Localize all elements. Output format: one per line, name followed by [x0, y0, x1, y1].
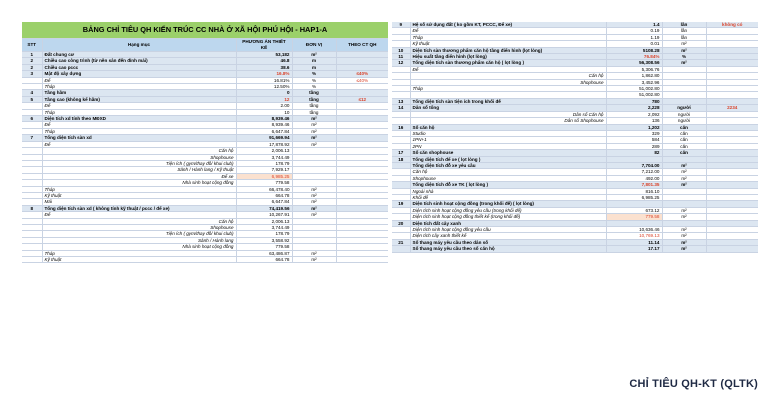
row-stt: 14: [392, 105, 410, 111]
row-value: 2,228: [606, 105, 662, 111]
row-label: Diện tích xd tính theo MĐXD: [42, 116, 236, 122]
row-label: Nhà sinh hoạt cộng đồng: [42, 244, 236, 250]
row-unit: m²: [662, 162, 706, 168]
row-label: Diện tích sàn thương phẩm căn hộ tầng điển hình (lọt lòng): [410, 47, 606, 53]
row-label: Diện tích cây xanh thiết kế: [410, 233, 606, 239]
row-unit: m²: [292, 199, 336, 205]
row-unit: tầng: [292, 96, 336, 102]
row-value: 10: [236, 109, 292, 115]
header-design: PHƯƠNG ÁN THIẾT KẾ: [236, 39, 292, 52]
row-unit: lần: [662, 34, 706, 40]
row-unit: m²: [292, 192, 336, 198]
row-label: Dân số tổng: [410, 105, 606, 111]
row-unit: căn: [662, 130, 706, 136]
row-label: Hệ số sử dụng đất ( ko gồm KT, PCCC, Để xe): [410, 22, 606, 28]
row-stt: 9: [392, 22, 410, 28]
row-unit: m²: [292, 122, 336, 128]
row-unit: m²: [292, 212, 336, 218]
row-stt: 2: [22, 64, 42, 70]
row-value: 6,985.25: [236, 173, 292, 179]
row-stt: 6: [22, 116, 42, 122]
row-label: Số căn hộ: [410, 124, 606, 130]
row-label: Tiện ích ( gym/thay đồ/ khui club): [42, 160, 236, 166]
row-value: 10,769.13: [606, 233, 662, 239]
row-value: 11.14: [606, 239, 662, 245]
row-unit: m²: [292, 141, 336, 147]
row-unit: m²: [662, 169, 706, 175]
row-label: Tổng diện tích sàn tiện ích trong khối đế: [410, 98, 606, 104]
right-indicator-table: [392, 22, 758, 253]
row-value: 6,985.25: [606, 194, 662, 200]
left-indicator-table: [22, 22, 388, 263]
row-value: 816.10: [606, 188, 662, 194]
row-stt: 19: [392, 201, 410, 207]
row-label: Tầng cao (không kể hầm): [42, 96, 236, 102]
row-unit: m²: [662, 182, 706, 188]
row-stt: [392, 246, 410, 252]
row-value: 46.8: [236, 58, 292, 64]
row-stt: 4: [22, 90, 42, 96]
row-label: Đế: [42, 103, 236, 109]
row-label: Căn hộ: [410, 169, 606, 175]
title-row: [22, 22, 388, 39]
row-unit: tầng: [292, 103, 336, 109]
row-unit: m²: [292, 128, 336, 134]
row-regulation: 2234: [706, 105, 758, 111]
row-value: 584: [606, 137, 662, 143]
row-label: Đất chung cư: [42, 52, 236, 58]
header-stt: STT: [22, 39, 42, 52]
row-value: 5108.28: [606, 47, 662, 53]
row-value: 51,002.80: [606, 92, 662, 98]
row-label: Đế: [42, 212, 236, 218]
row-regulation: [336, 257, 388, 263]
row-unit: m²: [662, 214, 706, 220]
row-value: 8,939.46: [236, 122, 292, 128]
row-unit: căn: [662, 150, 706, 156]
row-value: 12: [236, 96, 292, 102]
row-value: 76.84%: [606, 54, 662, 60]
row-label: Diện tích sinh hoạt cộng đồng yêu cầu: [410, 227, 606, 233]
row-value: 16.8%: [236, 71, 292, 77]
row-stt: [22, 257, 42, 263]
row-value: 3,744.49: [236, 224, 292, 230]
row-unit: tầng: [292, 90, 336, 96]
row-label: Căn hộ: [42, 148, 236, 154]
row-unit: m²: [292, 205, 336, 211]
row-unit: căn: [662, 137, 706, 143]
row-value: 492.00: [606, 175, 662, 181]
row-label: Đế: [42, 122, 236, 128]
header-item: Hạng mục: [42, 39, 236, 52]
row-label: Số thang máy yêu cầu theo số căn hộ: [410, 246, 606, 252]
row-label: Đế: [410, 28, 606, 34]
row-unit: người: [662, 111, 706, 117]
row-label: Mật độ xây dựng: [42, 71, 236, 77]
row-label: 2PN: [410, 143, 606, 149]
row-unit: m²: [292, 186, 336, 192]
row-unit: m²: [292, 250, 336, 256]
row-value: 16.81%: [236, 77, 292, 83]
row-value: 8,939.46: [236, 116, 292, 122]
row-label: Sảnh / Hành lang: [42, 237, 236, 243]
row-value: 74,419.56: [236, 205, 292, 211]
row-label: Khối đế: [410, 194, 606, 200]
row-label: Để xe: [42, 173, 236, 179]
row-label: Tổng diện tích để xe ( lọt lòng ): [410, 156, 606, 162]
row-label: Tháp: [42, 250, 236, 256]
sheet-footer-label: CHỈ TIÊU QH-KT (QLTK): [629, 378, 758, 390]
row-value: 1,862.80: [606, 73, 662, 79]
row-label: Căn hộ: [410, 73, 606, 79]
row-label: Kỹ thuật: [410, 41, 606, 47]
row-unit: m²: [292, 52, 336, 58]
row-unit: m²: [662, 246, 706, 252]
row-value: 289: [606, 143, 662, 149]
row-unit: người: [662, 118, 706, 124]
row-value: 10,267.91: [236, 212, 292, 218]
row-value: 780: [606, 98, 662, 104]
row-label: Tổng diện tích sàn xd: [42, 135, 236, 141]
row-label: Tháp: [42, 84, 236, 90]
row-unit: người: [662, 105, 706, 111]
row-label: Tầng hầm: [42, 90, 236, 96]
table-row: [22, 257, 388, 263]
row-value: 779.58: [236, 244, 292, 250]
row-unit: m²: [292, 135, 336, 141]
row-value: 1,202: [606, 124, 662, 130]
row-label: Tổng diện tích đỗ xe yêu cầu: [410, 162, 606, 168]
header-row: [22, 39, 388, 52]
row-regulation: ≤40%: [336, 77, 388, 83]
row-label: Đế: [42, 77, 236, 83]
row-value: 10,636.46: [606, 227, 662, 233]
row-label: Shophouse: [410, 175, 606, 181]
row-stt: 3: [22, 71, 42, 77]
row-unit: m: [292, 64, 336, 70]
row-unit: lần: [662, 22, 706, 28]
row-value: 66,478.40: [236, 186, 292, 192]
row-unit: lần: [662, 28, 706, 34]
row-stt: 12: [392, 60, 410, 66]
row-value: 7,801.35: [606, 182, 662, 188]
row-unit: m²: [662, 239, 706, 245]
row-label: Chiều cao công trình (từ nền sân đến đỉnh mái): [42, 58, 236, 64]
row-value: 2,006.13: [236, 218, 292, 224]
row-label: Hiệu suất tầng điển hình (lọt lòng): [410, 54, 606, 60]
row-value: 7,929.17: [236, 167, 292, 173]
row-label: Diện tích đất cây xanh: [410, 220, 606, 226]
row-value: 51,002.80: [606, 86, 662, 92]
row-label: Dân số Căn hộ: [410, 111, 606, 117]
row-unit: m²: [662, 60, 706, 66]
row-unit: tầng: [292, 109, 336, 115]
row-value: 0: [236, 90, 292, 96]
row-unit: m²: [662, 175, 706, 181]
row-value: 329: [606, 130, 662, 136]
row-stt: 8: [22, 205, 42, 211]
row-label: Kỹ thuật: [42, 192, 236, 198]
table-title: BẢNG CHỈ TIÊU QH KIẾN TRÚC CC NHÀ Ở XÃ HỘI PHÚ HỘI - HAP1-A: [22, 22, 388, 39]
row-value: 7,704.00: [606, 162, 662, 168]
row-label: Diện tích sinh hoạt cộng đồng yêu cầu (trong khối đế): [410, 207, 606, 213]
row-stt: 7: [22, 135, 42, 141]
row-stt: 10: [392, 47, 410, 53]
row-value: 56,308.56: [606, 60, 662, 66]
row-stt: 1: [22, 52, 42, 58]
row-value: 779.58: [606, 214, 662, 220]
row-label: Sảnh / Hành lang / Kỹ thuật: [42, 167, 236, 173]
row-value: 664.78: [236, 257, 292, 263]
table-row: [392, 246, 758, 252]
row-value: 5,306.76: [606, 66, 662, 72]
row-label: Tháp: [410, 34, 606, 40]
row-value: 673.12: [606, 207, 662, 213]
row-unit: m: [292, 58, 336, 64]
row-regulation: ≤40%: [336, 71, 388, 77]
row-unit: m²: [662, 207, 706, 213]
row-label: Số thang máy yêu cầu theo dân số: [410, 239, 606, 245]
left-table-body: [22, 22, 388, 263]
row-label: Kỹ thuật: [42, 257, 236, 263]
row-value: 136: [606, 118, 662, 124]
row-unit: căn: [662, 124, 706, 130]
row-value: 6,647.84: [236, 128, 292, 134]
row-label: Tháp: [42, 109, 236, 115]
row-value: 82: [606, 150, 662, 156]
row-value: 6,647.84: [236, 199, 292, 205]
row-label: Shophouse: [410, 79, 606, 85]
row-value: 178.79: [236, 160, 292, 166]
row-unit: %: [292, 77, 336, 83]
row-value: 38.6: [236, 64, 292, 70]
row-label: Shophouse: [42, 224, 236, 230]
row-value: 1.4: [606, 22, 662, 28]
row-unit: m²: [662, 47, 706, 53]
row-unit: %: [662, 54, 706, 60]
row-unit: m²: [292, 257, 336, 263]
row-value: 3,558.92: [236, 237, 292, 243]
row-value: 1.19: [606, 34, 662, 40]
row-stt: 11: [392, 54, 410, 60]
row-label: Đế: [410, 66, 606, 72]
row-value: 53,182: [236, 52, 292, 58]
row-stt: 5: [22, 96, 42, 102]
row-stt: 16: [392, 124, 410, 130]
row-stt: 20: [392, 220, 410, 226]
right-table-body: [392, 22, 758, 252]
row-regulation: [706, 246, 758, 252]
row-value: 63,486.87: [236, 250, 292, 256]
row-label: 1PN+1: [410, 137, 606, 143]
row-value: 2,092: [606, 111, 662, 117]
row-label: Studio: [410, 130, 606, 136]
row-regulation: không có: [706, 22, 758, 28]
row-label: Tiện ích ( gym/thay đồ/ khui club): [42, 231, 236, 237]
row-value: 17.17: [606, 246, 662, 252]
row-stt: 18: [392, 156, 410, 162]
row-unit: m²: [662, 233, 706, 239]
row-unit: căn: [662, 143, 706, 149]
row-label: Tháp: [42, 186, 236, 192]
row-label: Tổng diện tích sàn xd ( không tính kỹ thuật / pccc / để xe): [42, 205, 236, 211]
row-unit: m²: [662, 41, 706, 47]
row-label: Dân số Shophouse: [410, 118, 606, 124]
row-label: Tháp: [410, 86, 606, 92]
header-unit: ĐƠN VỊ: [292, 39, 336, 52]
row-value: 91,669.94: [236, 135, 292, 141]
row-label: Đế: [42, 141, 236, 147]
row-value: 0.01: [606, 41, 662, 47]
row-stt: 2: [22, 58, 42, 64]
row-label: Chiều cao pccc: [42, 64, 236, 70]
row-label: Căn hộ: [42, 218, 236, 224]
row-value: 664.78: [236, 192, 292, 198]
header-regulation: THEO CT QH: [336, 39, 388, 52]
row-stt: 17: [392, 150, 410, 156]
row-label: Tổng diện tích đỗ xe TK ( lọt lòng ): [410, 182, 606, 188]
row-value: 0.19: [606, 28, 662, 34]
row-unit: %: [292, 84, 336, 90]
row-stt: 21: [392, 239, 410, 245]
row-label: Số căn shophouse: [410, 150, 606, 156]
row-value: 2.00: [236, 103, 292, 109]
row-value: 12.50%: [236, 84, 292, 90]
row-unit: m²: [662, 227, 706, 233]
row-value: 178.79: [236, 231, 292, 237]
row-value: 3,744.49: [236, 154, 292, 160]
row-label: Nhà sinh hoạt cộng đồng: [42, 180, 236, 186]
row-regulation: ≤12: [336, 96, 388, 102]
row-value: 2,006.13: [236, 148, 292, 154]
row-label: Mái: [42, 199, 236, 205]
row-unit: m²: [292, 116, 336, 122]
row-label: Tháp: [42, 128, 236, 134]
row-label: Diện tích sinh hoạt cộng đồng (trong khối đế) ( lọt lòng): [410, 201, 606, 207]
row-label: Tổng diện tích sàn thương phẩm căn hộ ( lọt lòng ): [410, 60, 606, 66]
row-stt: 13: [392, 98, 410, 104]
row-value: 779.58: [236, 180, 292, 186]
row-label: Ngoài nhà: [410, 188, 606, 194]
row-value: 17,878.92: [236, 141, 292, 147]
row-value: 7,212.00: [606, 169, 662, 175]
row-label: Diện tích sinh hoạt cộng đồng thiết kế (trong khối đế): [410, 214, 606, 220]
row-label: Shophouse: [42, 154, 236, 160]
row-unit: %: [292, 71, 336, 77]
row-value: 3,452.96: [606, 79, 662, 85]
